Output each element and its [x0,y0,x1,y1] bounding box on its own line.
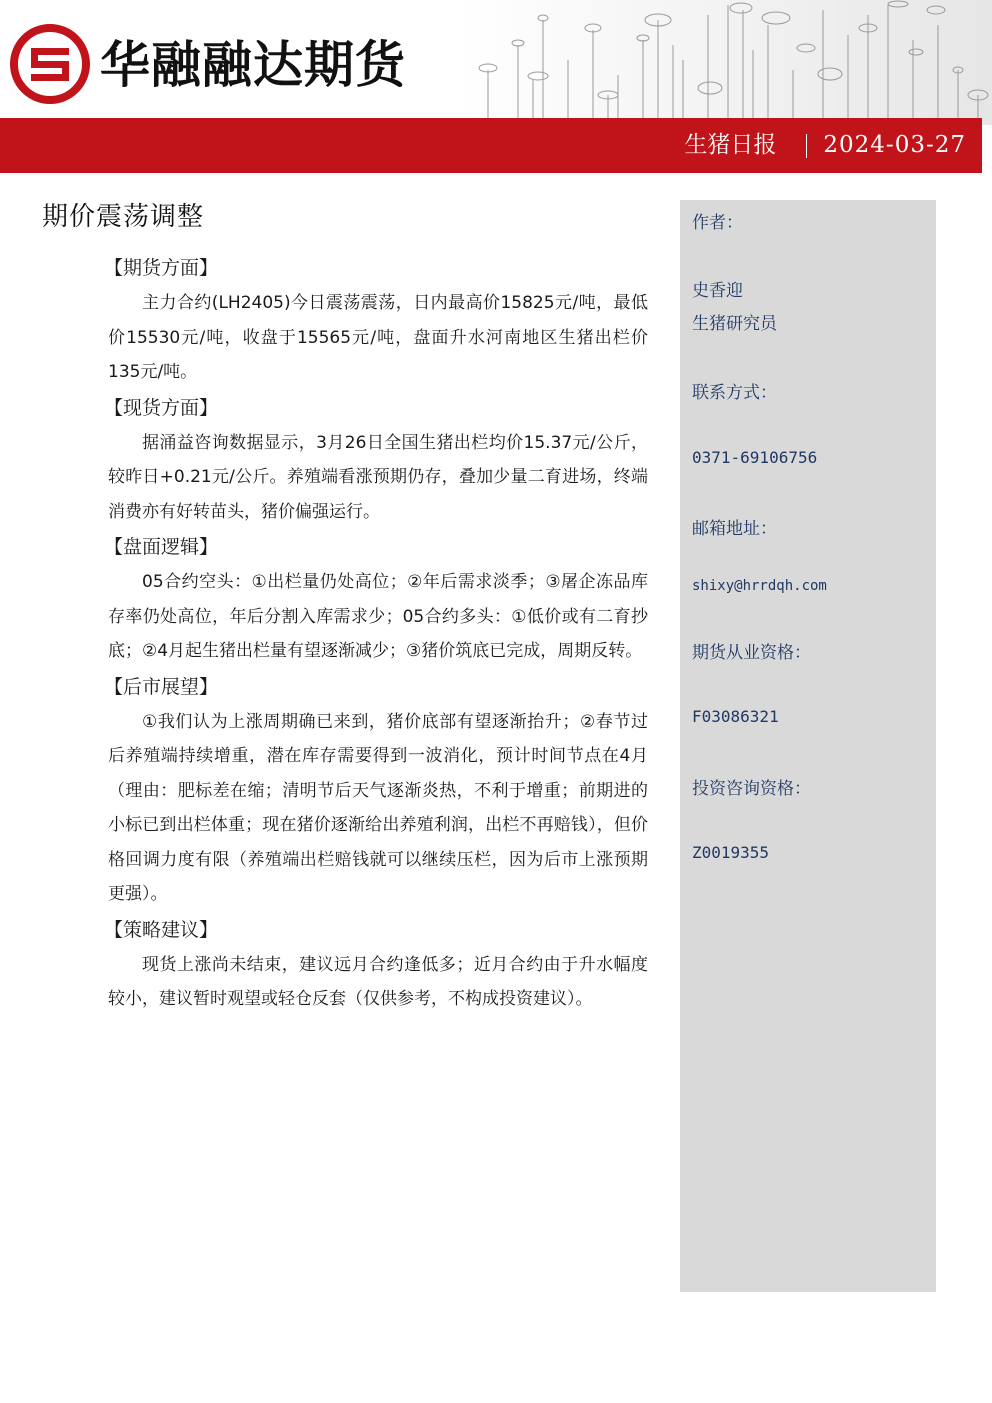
section-body-futures: 主力合约(LH2405)今日震荡震荡，日内最高价15825元/吨，最低价15530元/吨，收盘于15565元/吨，盘面升水河南地区生猪出栏价135元/吨。 [108,293,648,382]
author-name: 史香迎 [692,281,743,301]
author-label: 作者： [692,213,743,233]
report-banner [0,118,982,173]
futures-qualification-label: 期货从业资格： [692,643,811,663]
report-title: 期价震荡调整 [42,202,205,232]
investment-qualification-number: Z0019355 [692,843,770,862]
banner-divider [806,134,807,158]
report-type: 生猪日报 [684,132,777,158]
report-body [104,250,648,1017]
report-header [0,0,992,175]
investment-qualification-label: 投资咨询资格： [692,779,811,799]
section-body-strategy: 现货上涨尚未结束，建议远月合约逢低多；近月合约由于升水幅度较小，建议暂时观望或轻仓反套（仅供参考，不构成投资建议）。 [108,954,648,1009]
email-address[interactable]: shixy@hrrdqh.com [692,578,827,594]
report-date: 2024-03-27 [823,132,966,158]
company-name: 华融融达期货 [100,36,406,94]
banner-text [684,118,966,173]
section-heading-spot: 【现货方面】 [104,396,219,419]
section-heading-strategy: 【策略建议】 [104,918,219,941]
section-body-spot: 据涌益咨询数据显示，3月26日全国生猪出栏均价15.37元/公斤，较昨日+0.21元/公斤。养殖端看涨预期仍存，叠加少量二育进场，终端消费亦有好转苗头，猪价偏强运行。 [108,432,648,522]
author-sidebar [680,200,936,1292]
phone-number: 0371-69106756 [692,448,818,467]
company-logo-icon [10,24,90,104]
email-label: 邮箱地址： [692,519,777,539]
author-title: 生猪研究员 [692,314,777,334]
contact-label: 联系方式： [692,383,777,403]
decorative-pattern [458,0,992,125]
section-heading-logic: 【盘面逻辑】 [104,536,219,558]
section-body-logic: 05合约空头：①出栏量仍处高位；②年后需求淡季；③屠企冻品库存率仍处高位，年后分割入库需求少；05合约多头：①低价或有二育抄底；②4月起生猪出栏量有望逐渐减少；③猪价筑底已完成，周期反转。 [108,572,648,661]
section-heading-outlook: 【后市展望】 [104,675,219,698]
section-body-outlook: ①我们认为上涨周期确已来到，猪价底部有望逐渐抬升；②春节过后养殖端持续增重，潜在库存需要得到一波消化，预计时间节点在4月（理由：肥标差在缩；清明节后天气逐渐炎热，不利于增重；前期进的小标已到出栏体重；现在猪价逐渐给出养殖利润，出栏不再赔钱），但价格回调力度有限（养殖端出栏赔钱就可以继续压栏，因为后市上涨预期更强）。 [108,711,648,904]
section-heading-futures: 【期货方面】 [104,257,219,279]
futures-qualification-number: F03086321 [692,707,779,726]
